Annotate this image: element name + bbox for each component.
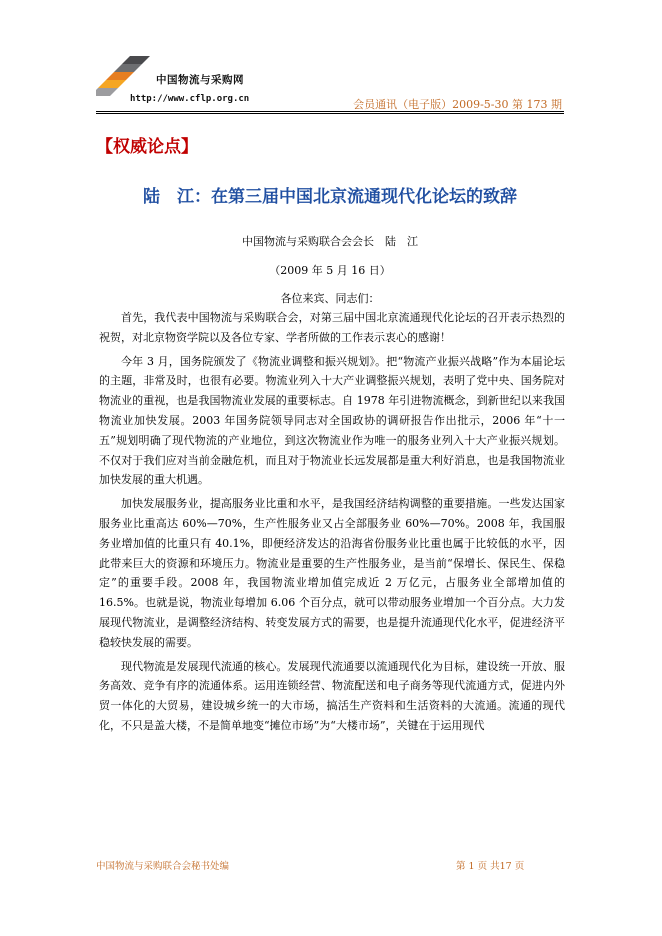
page-header (96, 42, 566, 112)
paragraph: 今年 3 月，国务院颁发了《物流业调整和振兴规划》。把“物流产业振兴战略”作为本届论坛的主题，非常及时，也很有必要。物流业列入十大产业调整振兴规划，表明了党中央、国务院对物流业的重视，也是我国物流业发展的重要标志。自 1978 年引进物流概念，到新世纪以来我国物流业加快发展。2003 年国务院领导同志对全国政协的调研报告作出批示，2006 年“十一五”规划明确了现代物流的产业地位，到这次物流业作为唯一的服务业列入十大产业振兴规划。不仅对于我们应对当前金融危机，而且对于物流业长远发展都是重大利好消息，也是我国物流业加快发展的重大机遇。 (99, 354, 565, 487)
article-author: 中国物流与采购联合会会长 陆 江 (242, 235, 418, 248)
article-date: （2009 年 5 月 16 日） (269, 264, 391, 277)
logo-site-name: 中国物流与采购网 (156, 74, 244, 86)
section-label: 【权威论点】 (96, 137, 198, 157)
logo-site-url[interactable]: http://www.cflp.org.cn (130, 94, 250, 104)
footer-org: 中国物流与采购联合会秘书处编 (96, 861, 230, 872)
paragraph: 首先，我代表中国物流与采购联合会，对第三届中国北京流通现代化论坛的召开表示热烈的祝贺，对北京物资学院以及各位专家、学者所做的工作表示衷心的感谢！ (99, 311, 565, 344)
header-divider (96, 111, 564, 112)
paragraph: 现代物流是发展现代流通的核心。发展现代流通要以流通现代化为目标，建设统一开放、服务高效、竞争有序的流通体系。运用连锁经营、物流配送和电子商务等现代流通方式，促进内外贸一体化的大贸易，建设城乡统一的大市场，搞活生产资料和生活资料的大流通。流通的现代化，不只是盖大楼，不是简单地变“摊位市场”为“大楼市场”，关键在于运用现代 (99, 659, 565, 732)
paragraph: 加快发展服务业，提高服务业比重和水平，是我国经济结构调整的重要措施。一些发达国家服务业比重高达 60%—70%，生产性服务业又占全部服务业 60%—70%。2008 年，我国服务业增加值的比重只有 40.1%，即便经济发达的沿海省份服务业比重也属于比较低的水平，因此带来巨大的资源和环境压力。物流业是重要的生产性服务业，是当前“保增长、保民生、保稳定”的重要手段。2008 年，我国物流业增加值完成近 2 万亿元，占服务业全部增加值的 16.5%。也就是说，物流业每增加 6.06 个百分点，就可以带动服务业增加一个百分点。大力发展现代物流业，是调整经济结构、转变发展方式的需要，也是提升流通现代化水平，促进经济平稳较快发展的需要。 (99, 497, 565, 649)
header-divider-secondary (96, 113, 564, 114)
footer-page-number: 第 1 页 共17 页 (456, 861, 525, 872)
article-title: 陆 江：在第三届中国北京流通现代化论坛的致辞 (143, 187, 517, 207)
article-body (99, 308, 565, 736)
salutation: 各位来宾、同志们： (280, 292, 380, 305)
issue-info: 会员通讯（电子版）2009-5-30 第 173 期 (353, 98, 562, 111)
